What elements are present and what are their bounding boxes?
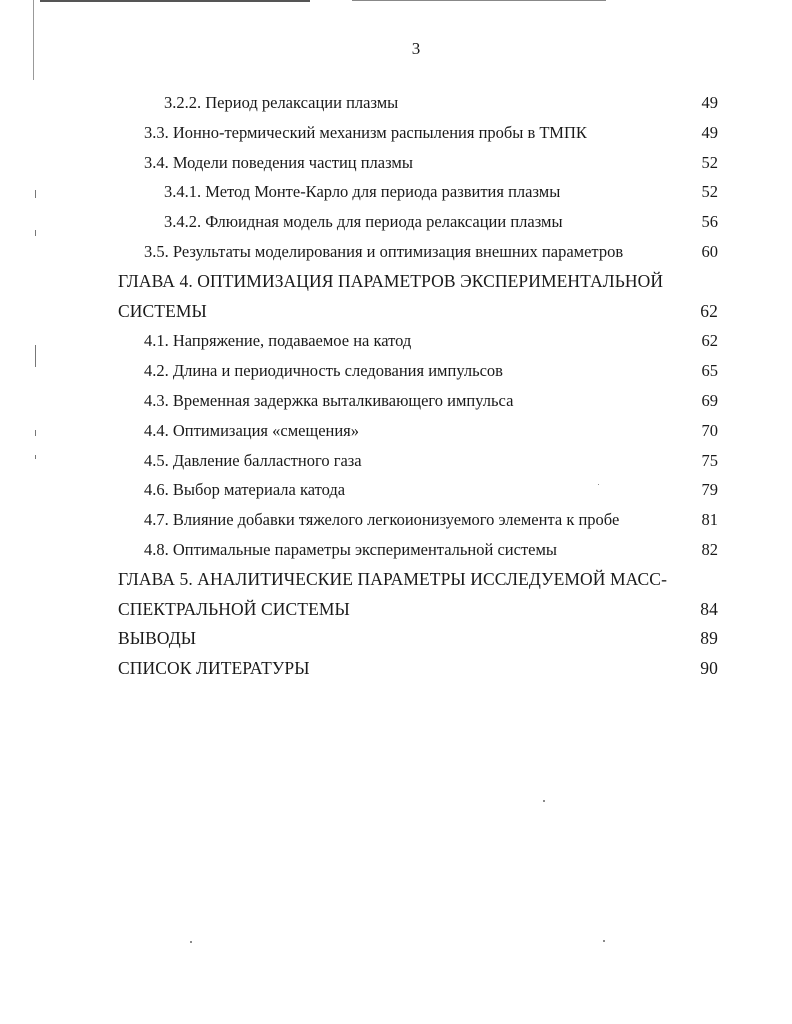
toc-entry-page-number: 81 — [701, 510, 718, 530]
toc-entry-page-number: 56 — [701, 212, 718, 232]
toc-entry-title: 3.2.2. Период релаксации плазмы — [164, 93, 399, 112]
toc-entry-page-number: 60 — [701, 241, 718, 261]
toc-entry — [118, 654, 718, 684]
toc-entry-page-number: 52 — [701, 182, 718, 202]
toc-entry — [118, 475, 718, 505]
toc-entry-title: 4.4. Оптимизация «смещения» — [144, 420, 360, 440]
toc-entry-title: 4.2. Длина и периодичность следования импульсов — [144, 361, 503, 381]
toc-entry-title: 3.5. Результаты моделирования и оптимизация внешних параметров — [144, 241, 624, 261]
toc-entry-title: 3.3. Ионно-термический механизм распыления пробы в ТМПК — [144, 122, 587, 142]
toc-entry-page-number: 79 — [701, 480, 718, 500]
toc-entry-title: 4.3. Временная задержка выталкивающего импульса — [144, 390, 514, 410]
page-number: 3 — [411, 39, 421, 58]
toc-entry-page-number: 90 — [700, 658, 718, 679]
scan-artifact-mark — [35, 430, 36, 436]
toc-entry-page-number: 82 — [701, 539, 718, 559]
scan-artifact-mark — [35, 345, 36, 367]
toc-entry-page-number: 62 — [701, 331, 718, 351]
toc-entry — [118, 595, 718, 625]
toc-entry-title: 3.4.2. Флюидная модель для периода релаксации плазмы — [164, 212, 563, 232]
toc-entry-title: СПЕКТРАЛЬНОЙ СИСТЕМЫ — [118, 598, 350, 619]
toc-entry-page-number: 69 — [701, 390, 718, 410]
toc-entry-title: СПИСОК ЛИТЕРАТУРЫ — [118, 658, 310, 679]
toc-entry — [118, 535, 718, 565]
toc-entry — [118, 624, 718, 654]
toc-entry-page-number: 49 — [701, 122, 718, 142]
toc-entry — [118, 505, 718, 535]
toc-entry-page-number: 75 — [701, 450, 718, 470]
toc-entry — [118, 207, 718, 237]
toc-entry-title: 3.4. Модели поведения частиц плазмы — [144, 152, 413, 172]
toc-entry-title: 3.4.1. Метод Монте-Карло для периода развития плазмы — [164, 182, 561, 202]
scan-artifact-mark — [35, 230, 36, 236]
toc-entry — [118, 177, 718, 207]
toc-entry — [118, 237, 718, 267]
table-of-contents — [118, 88, 718, 684]
toc-entry — [118, 267, 718, 297]
toc-entry — [118, 326, 718, 356]
toc-entry — [118, 446, 718, 476]
toc-entry-page-number: 70 — [701, 420, 718, 440]
toc-entry — [118, 565, 718, 595]
toc-entry — [118, 297, 718, 327]
scan-artifact-speck — [603, 940, 605, 942]
toc-entry-page-number: 49 — [701, 93, 718, 112]
scan-artifact-mark — [35, 190, 36, 198]
toc-entry — [118, 356, 718, 386]
toc-entry-page-number: 62 — [700, 300, 718, 321]
toc-entry-page-number: 84 — [700, 598, 718, 619]
toc-entry — [118, 416, 718, 446]
scan-artifact-speck — [190, 941, 192, 943]
scan-artifact-line — [40, 0, 310, 2]
toc-entry-title: 4.5. Давление балластного газа — [144, 450, 362, 470]
toc-entry — [118, 88, 718, 118]
scan-artifact-speck — [543, 800, 545, 802]
toc-entry — [118, 386, 718, 416]
toc-entry — [118, 118, 718, 148]
toc-entry-title: ВЫВОДЫ — [118, 628, 197, 649]
toc-entry-page-number: 65 — [701, 361, 718, 381]
toc-entry-title: 4.1. Напряжение, подаваемое на катод — [144, 331, 412, 351]
toc-entry-page-number: 89 — [700, 628, 718, 649]
scan-artifact-line — [352, 0, 606, 1]
toc-entry-page-number: 52 — [701, 152, 718, 172]
toc-entry-title: 4.7. Влияние добавки тяжелого легкоионизуемого элемента к пробе — [144, 510, 620, 530]
toc-entry-title: СИСТЕМЫ — [118, 300, 207, 321]
toc-entry-title: 4.8. Оптимальные параметры экспериментальной системы — [144, 539, 557, 559]
toc-entry-title: 4.6. Выбор материала катода — [144, 480, 346, 500]
toc-entry — [118, 148, 718, 178]
toc-entry-title: ГЛАВА 5. АНАЛИТИЧЕСКИЕ ПАРАМЕТРЫ ИССЛЕДУЕМОЙ МАСС- — [118, 568, 668, 589]
toc-entry-title: ГЛАВА 4. ОПТИМИЗАЦИЯ ПАРАМЕТРОВ ЭКСПЕРИМЕНТАЛЬНОЙ — [118, 270, 664, 291]
scan-artifact-mark — [35, 455, 36, 459]
